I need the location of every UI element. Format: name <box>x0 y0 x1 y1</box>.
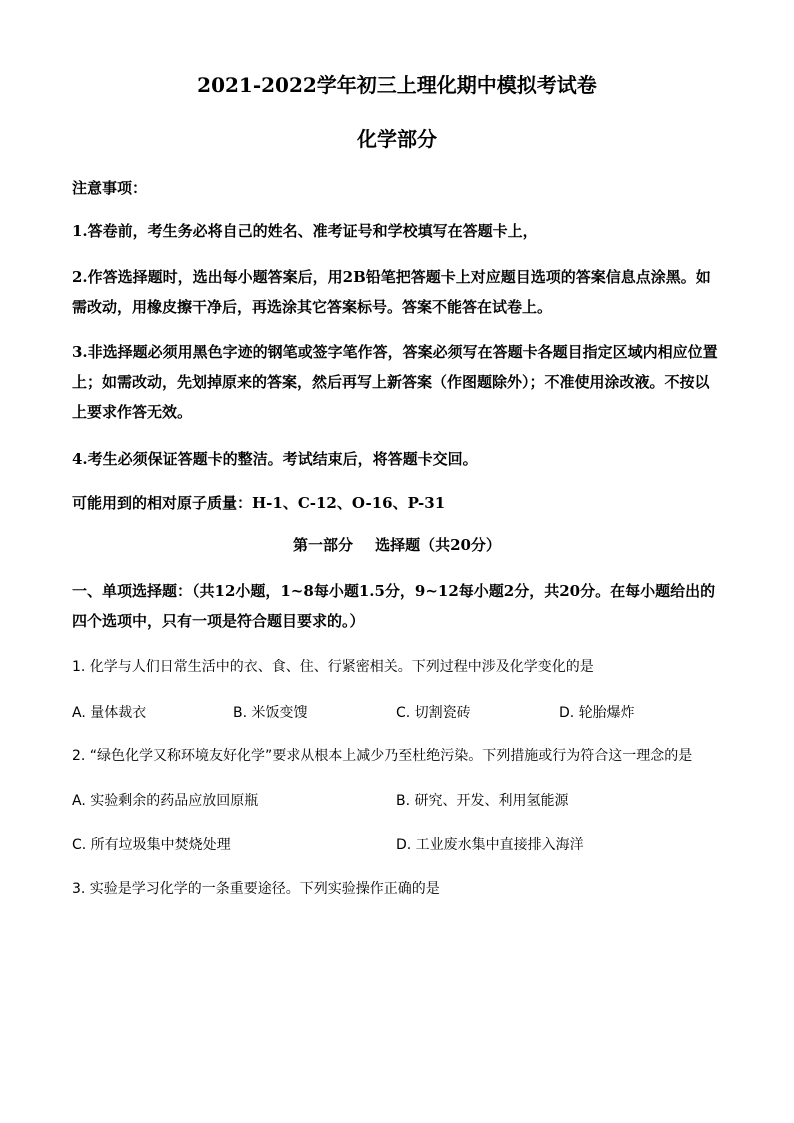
question-2-stem: 2. “绿色化学又称环境友好化学”要求从根本上减少乃至杜绝污染。下列措施或行为符合这一理念的是 <box>72 748 693 764</box>
question-1-option-d: D. 轮胎爆炸 <box>559 705 635 721</box>
question-2-option-a: A. 实验剩余的药品应放回原瓶 <box>72 793 259 809</box>
question-1-options <box>72 702 732 724</box>
notice-heading: 注意事项： <box>72 179 148 197</box>
section-part: 第一部分 <box>293 536 354 554</box>
question-1-option-b: B. 米饭变馊 <box>233 705 308 721</box>
question-1-option-a: A. 量体裁衣 <box>72 705 147 721</box>
exam-title: 2021-2022学年初三上理化期中模拟考试卷 <box>197 73 597 97</box>
section-name: 选择题（共20分） <box>375 536 501 554</box>
question-2-options-row-2 <box>72 834 732 856</box>
question-1-option-c: C. 切割瓷砖 <box>396 705 471 721</box>
question-2-option-d: D. 工业废水集中直接排入海洋 <box>396 837 584 853</box>
question-2-options-row-1 <box>72 790 732 812</box>
notice-item-1: 1.答卷前，考生务必将自己的姓名、准考证号和学校填写在答题卡上， <box>72 222 538 240</box>
question-2-option-c: C. 所有垃圾集中焚烧处理 <box>72 837 231 853</box>
notice-item-3: 3.非选择题必须用黑色字迹的钢笔或签字笔作答，答案必须写在答题卡各题目指定区域内相应位置上；如需改动，先划掉原来的答案，然后再写上新答案（作图题除外）；不准使用涂改液。不按以上要求作答无效。 <box>72 343 718 421</box>
exam-subtitle: 化学部分 <box>357 127 437 151</box>
question-3-stem: 3. 实验是学习化学的一条重要途径。下列实验操作正确的是 <box>72 881 440 897</box>
section-heading <box>0 532 794 558</box>
atomic-mass-note: 可能用到的相对原子质量：H-1、C-12、O-16、P-31 <box>72 494 446 512</box>
question-2-option-b: B. 研究、开发、利用氢能源 <box>396 793 569 809</box>
notice-item-4: 4.考生必须保证答题卡的整洁。考试结束后，将答题卡交回。 <box>72 450 478 468</box>
question-1-stem: 1. 化学与人们日常生活中的衣、食、住、行紧密相关。下列过程中涉及化学变化的是 <box>72 659 594 675</box>
notice-item-2: 2.作答选择题时，选出每小题答案后，用2B铅笔把答题卡上对应题目选项的答案信息点涂黑。如需改动，用橡皮擦干净后，再选涂其它答案标号。答案不能答在试卷上。 <box>72 268 711 316</box>
single-choice-intro: 一、单项选择题：（共12小题，1~8每小题1.5分，9~12每小题2分，共20分。在每小题给出的四个选项中，只有一项是符合题目要求的。） <box>72 582 716 630</box>
